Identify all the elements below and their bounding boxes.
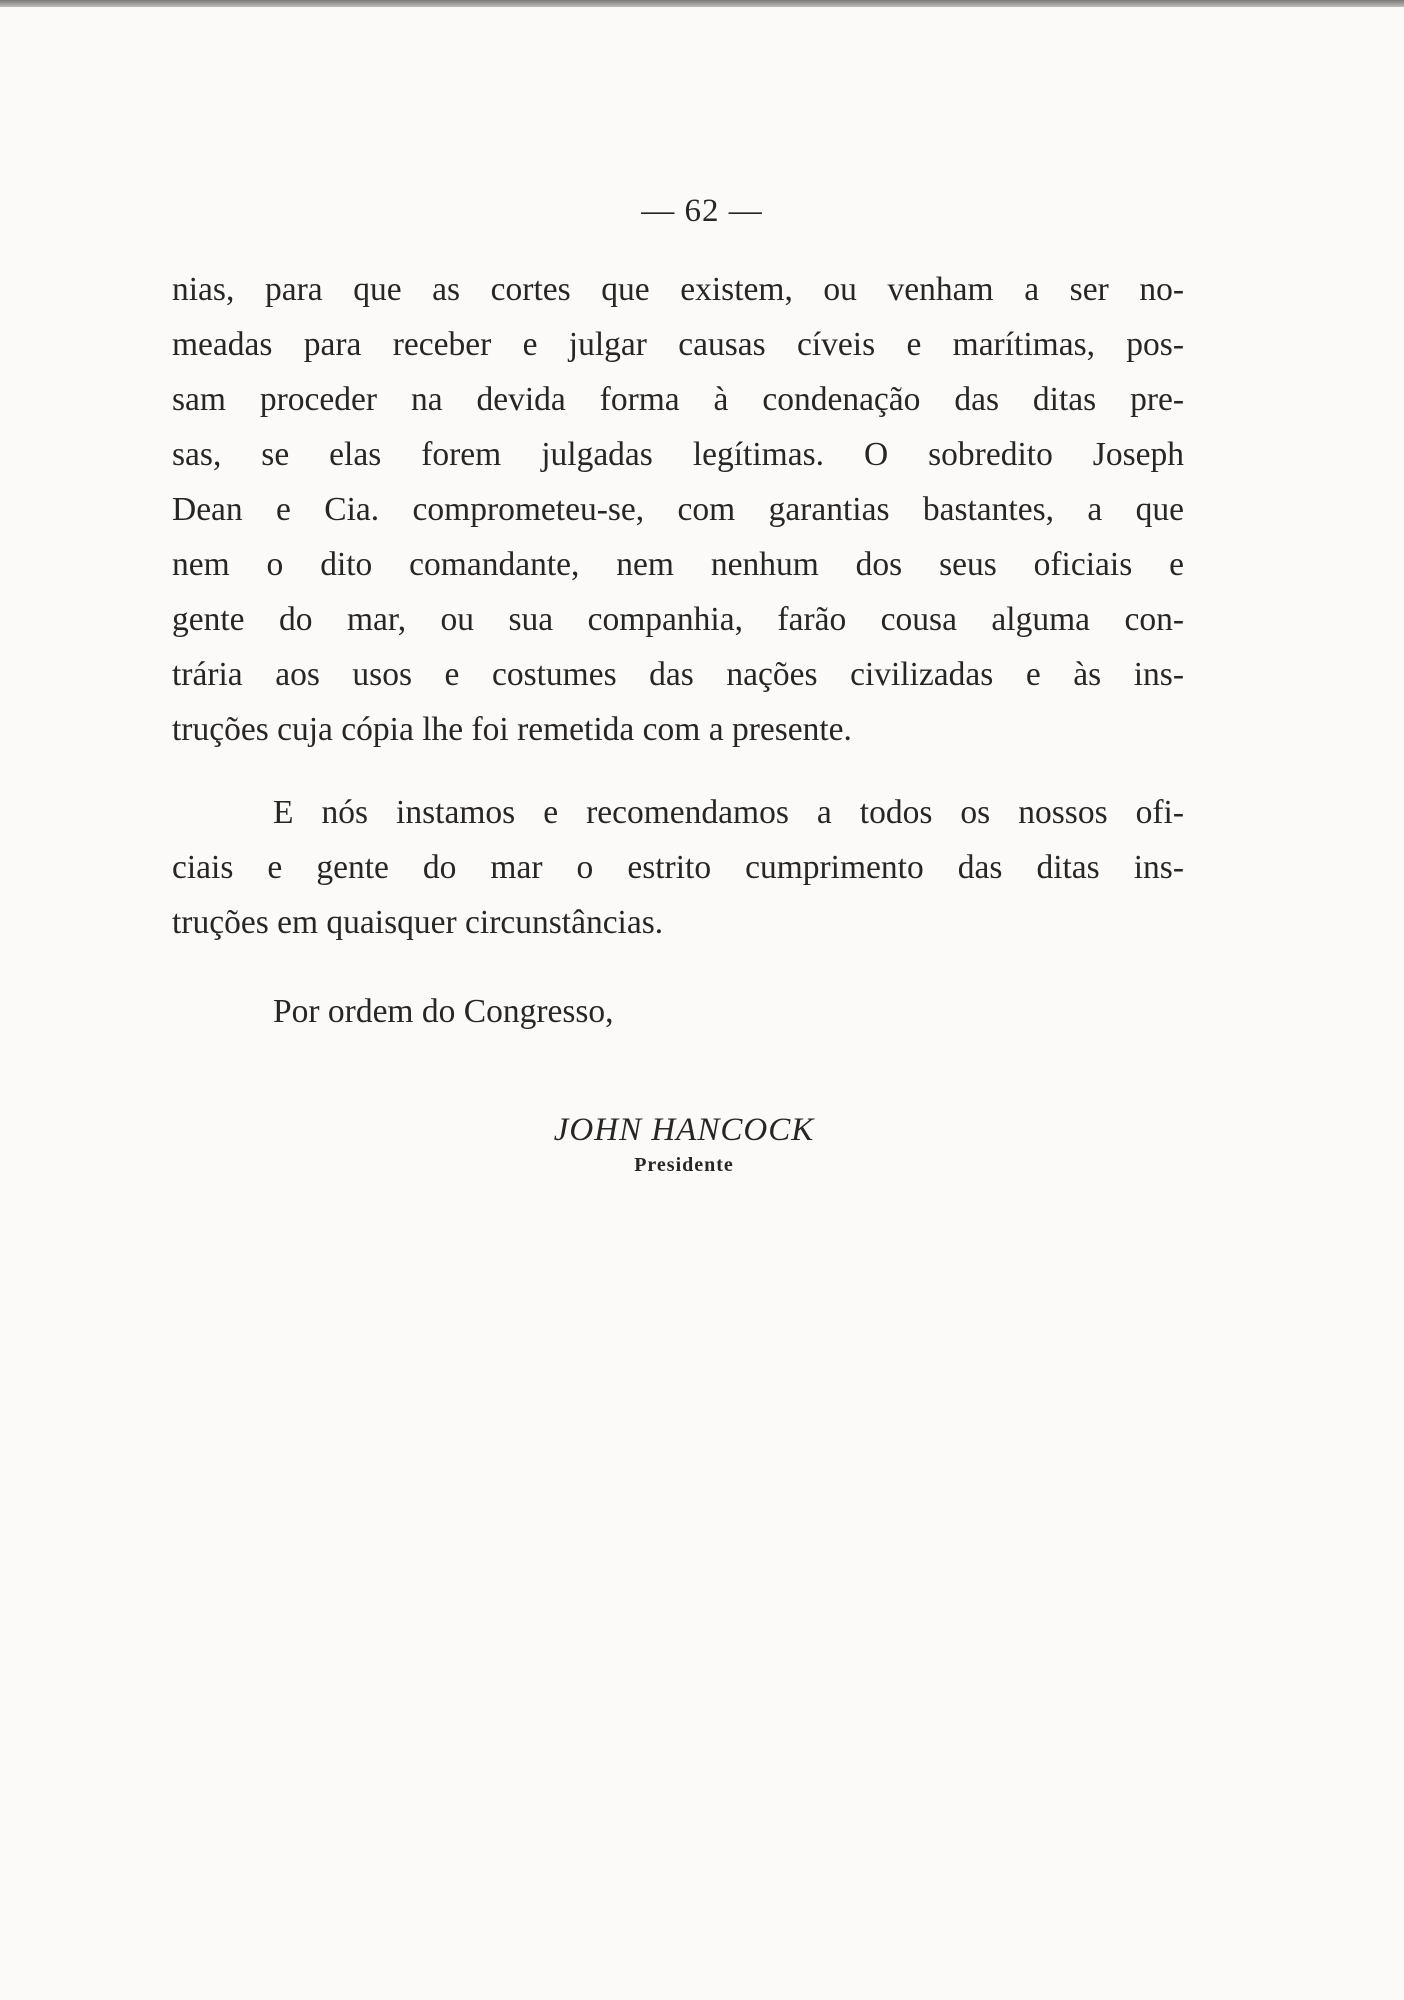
paragraph-2 bbox=[172, 785, 1184, 950]
text-line: Dean e Cia. comprometeu-se, com garantias bastantes, a que bbox=[172, 491, 1184, 528]
text-line: E nós instamos e recomendamos a todos os nossos ofi- bbox=[273, 794, 1184, 831]
signature-block bbox=[0, 1108, 1368, 1178]
paragraph-1 bbox=[172, 262, 1184, 757]
text-line: ciais e gente do mar o estrito cumprimento das ditas ins- bbox=[172, 849, 1184, 886]
text-line: truções cuja cópia lhe foi remetida com a presente. bbox=[172, 711, 852, 748]
top-border bbox=[0, 0, 1404, 7]
text-line: sam proceder na devida forma à condenação das ditas pre- bbox=[172, 381, 1184, 418]
text-line: trária aos usos e costumes das nações civilizadas e às ins- bbox=[172, 656, 1184, 693]
paragraph-3 bbox=[172, 984, 1184, 1039]
text-line: sas, se elas forem julgadas legítimas. O sobredito Joseph bbox=[172, 436, 1184, 473]
text-line: gente do mar, ou sua companhia, farão cousa alguma con- bbox=[172, 601, 1184, 638]
text-line: truções em quaisquer circunstâncias. bbox=[172, 904, 664, 941]
text-line: nem o dito comandante, nem nenhum dos seus oficiais e bbox=[172, 546, 1184, 583]
signatory-name: JOHN HANCOCK bbox=[553, 1112, 815, 1148]
text-line: meadas para receber e julgar causas cíveis e marítimas, pos- bbox=[172, 326, 1184, 363]
text-line: nias, para que as cortes que existem, ou venham a ser no- bbox=[172, 271, 1184, 308]
page-number: — 62 — bbox=[641, 193, 763, 229]
closing-line: Por ordem do Congresso, bbox=[273, 993, 614, 1030]
signatory-title: Presidente bbox=[634, 1154, 734, 1176]
